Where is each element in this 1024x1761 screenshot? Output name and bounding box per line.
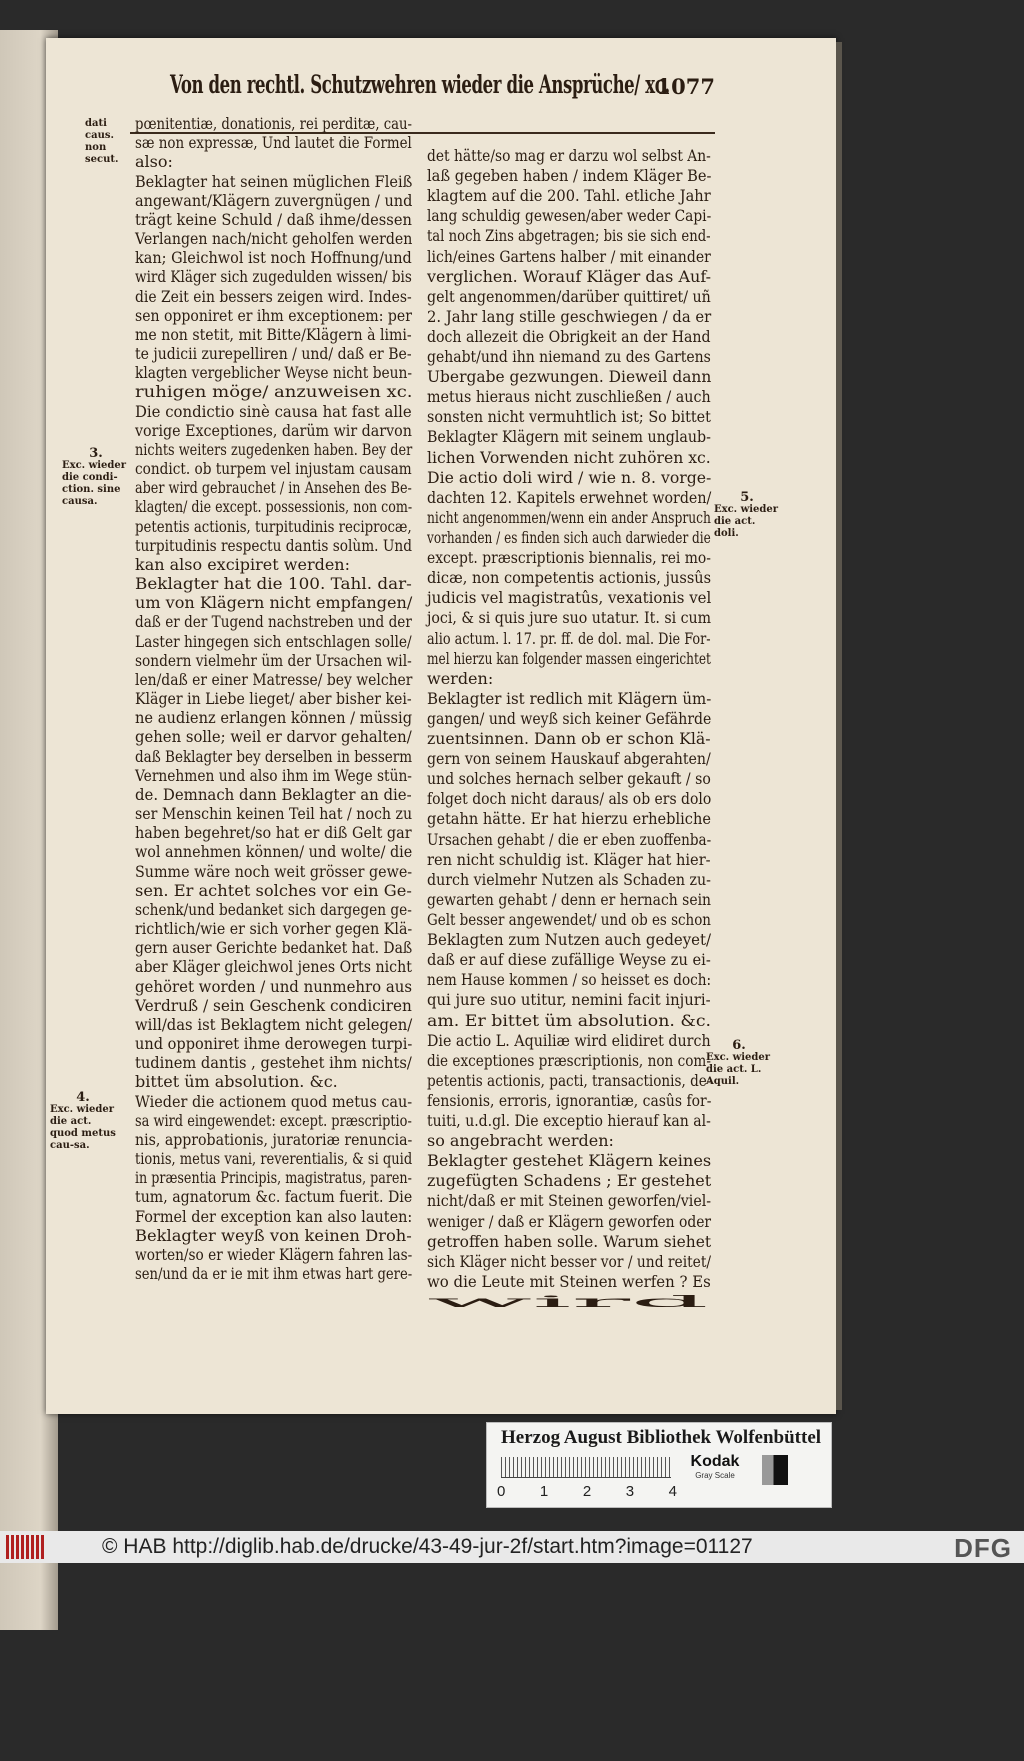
text-line: sich Kläger nicht besser vor / und reitet/ <box>427 1251 712 1271</box>
text-line: sonsten nicht vermuhtlich ist; So bittet <box>427 407 711 427</box>
text-line: Verlangen nach/nicht geholfen werden <box>135 229 413 248</box>
kodak-label <box>683 1453 747 1491</box>
header-title: Von den rechtl. Schutzwehren wieder die Ansprüche/ xc. <box>170 70 670 99</box>
scale-labels <box>497 1483 677 1500</box>
text-line: joci, & si quis jure suo utatur. It. si cum <box>427 608 712 628</box>
text-line: um von Klägern nicht empfangen/ <box>135 593 413 613</box>
text-line: Beklagter hat die 100. Tahl. dar- <box>135 574 412 593</box>
text-line: nicht/daß er mit Steinen geworfen/viel- <box>427 1191 712 1211</box>
margin-note-6 <box>706 1040 772 1088</box>
text-line: tum, agnatorum &c. factum fuerit. Die <box>135 1187 413 1207</box>
text-line: lich/eines Gartens halber / mit einander <box>427 246 711 266</box>
text-line: lichen Vorwenden nicht zuhören xc. <box>427 447 711 467</box>
gray-swatch <box>762 1455 788 1485</box>
ruler-scale <box>501 1457 671 1478</box>
text-line: und opponiret ihme derowegen turpi- <box>135 1034 413 1053</box>
scale-label: 3 <box>625 1483 635 1500</box>
text-line: tuiti, u.d.gl. Die exceptio hierauf kan al- <box>427 1111 711 1131</box>
text-line: durch vielmehr Nutzen als Schaden zu- <box>427 869 711 889</box>
kodak-brand: Kodak <box>690 1453 740 1470</box>
text-line: klagten vergeblicher Weyse nicht beun- <box>135 363 413 383</box>
text-line: gewarten gehabt / denn er hernach sein <box>427 889 711 909</box>
text-line: ne audienz erlangen können / müssig <box>135 708 413 728</box>
scale-label: 1 <box>539 1483 549 1500</box>
text-line: Beklagter gestehet Klägern keines <box>427 1151 712 1171</box>
text-line: gehen solle; weil er darvor gehalten/ <box>135 727 412 747</box>
text-line: me non stetit, mit Bitte/Klägern à limi- <box>135 324 412 344</box>
margin-note-5 <box>714 492 780 540</box>
text-line: kan; Gleichwol ist noch Hoffnung/und <box>135 248 412 268</box>
text-line: verglichen. Worauf Kläger das Auf- <box>427 266 712 286</box>
text-line: gern auser Gerichte bedanket hat. Daß <box>135 938 413 958</box>
margin-note-number: 4. <box>76 1090 90 1105</box>
margin-note-text: Exc. wieder die act. doli. <box>714 504 779 539</box>
text-line: Vernehmen und also ihm im Wege stün- <box>135 765 412 785</box>
dfg-logo: DFG <box>954 1533 1012 1563</box>
margin-note-number: 3. <box>89 446 103 461</box>
text-line: petentis actionis, turpitudinis reciprocæ, <box>135 516 412 536</box>
text-line: und solches hernach selber gekauft / so <box>427 769 711 789</box>
text-line: Beklagter weyß von keinen Droh- <box>135 1225 412 1245</box>
text-line: Beklagter hat seinen müglichen Fleiß <box>135 171 413 191</box>
text-line: ruhigen möge/ anzuweisen xc. <box>135 382 413 402</box>
text-line: nem Hause kommen / so heisset es doch: <box>427 970 712 990</box>
text-line: daß Beklagter bey derselben in besserm <box>135 746 413 766</box>
text-line: aber Kläger gleichwol jenes Orts nicht <box>135 957 412 977</box>
text-line: kan also excipiret werden: <box>135 554 350 574</box>
text-line: wird Kläger sich zugedulden wissen/ bis <box>135 267 412 287</box>
text-line: 2. Jahr lang stille geschwiegen / da er <box>427 306 712 326</box>
scale-label: 4 <box>668 1483 677 1500</box>
text-line: getahn hätte. Er hat hierzu erhebliche <box>427 809 711 829</box>
text-line: gehöret worden / und nunmehro aus <box>135 976 413 996</box>
text-line: haben begehret/so hat er diß Gelt gar <box>135 823 412 843</box>
card-title: Herzog August Bibliothek Wolfenbüttel <box>501 1427 822 1448</box>
text-line: except. præscriptionis biennalis, rei mo- <box>427 548 711 568</box>
text-line: weniger / daß er Klägern geworfen oder <box>427 1211 712 1231</box>
text-line: Ubergabe gezwungen. Dieweil dann <box>427 367 712 387</box>
margin-note-text: Exc. wieder die act. L. Aquil. <box>706 1052 771 1087</box>
text-line: schenk/und bedanket sich dargegen ge- <box>135 899 412 919</box>
text-line: nichts weiters zugedenken haben. Bey der <box>135 439 413 459</box>
text-line: Summe wäre noch weit grösser gewe- <box>135 861 413 881</box>
text-line: Beklagten zum Nutzen auch gedeyet/ <box>427 930 712 950</box>
text-line: gangen/ und weyß sich keiner Gefährde <box>427 708 712 728</box>
text-line: will/das ist Beklagtem nicht gelegen/ <box>135 1014 413 1034</box>
margin-note-number: 5. <box>740 490 754 505</box>
text-line: lang schuldig gewesen/aber weder Capi- <box>427 206 712 226</box>
text-line: fensionis, erroris, ignorantiæ, casûs for- <box>427 1090 712 1110</box>
margin-note-number: 6. <box>732 1038 746 1053</box>
text-line: die Zeit ein bessers zeigen wird. Indes- <box>135 286 412 306</box>
hab-logo-icon <box>6 1535 44 1559</box>
text-line: Die actio L. Aquiliæ wird elidiret durch <box>427 1030 711 1050</box>
text-line: Beklagter ist redlich mit Klägern üm- <box>427 688 712 708</box>
text-line: so angebracht werden: <box>427 1131 614 1151</box>
text-line: trägt keine Schuld / daß ihme/dessen <box>135 209 412 229</box>
text-line: dachten 12. Kapitels erwehnet worden/ <box>427 487 712 507</box>
text-line: petentis actionis, pacti, transactionis, de- <box>427 1070 712 1090</box>
text-line: folget doch nicht daraus/ als ob ers dolo <box>427 789 712 809</box>
text-line: alio actum. l. 17. pr. ff. de dol. mal. Die For- <box>427 628 711 648</box>
text-line: zugefügten Schadens ; Er gestehet <box>427 1171 712 1191</box>
text-line: klagtem auf die 200. Tahl. etliche Jahr <box>427 186 711 206</box>
text-line: wo die Leute mit Steinen werfen ? Es <box>427 1271 711 1291</box>
running-header <box>125 70 715 100</box>
scale-label: 0 <box>497 1483 506 1500</box>
text-line: laß gegeben haben / indem Kläger Be- <box>427 166 712 186</box>
text-line: dicæ, non competentis actionis, jussûs <box>427 568 712 588</box>
margin-note-text: Exc. wieder die condi-ction. sine causa. <box>62 460 127 507</box>
text-line: am. Er bittet üm absolution. &c. <box>427 1010 712 1030</box>
text-line: wol annehmen können/ und wolte/ die <box>135 842 413 862</box>
text-line: gelt angenommen/darüber quittiret/ uñ <box>427 286 711 306</box>
text-line: daß er auf diese zufällige Weyse zu ei- <box>427 950 711 970</box>
text-line: nis, approbationis, juratoriæ renuncia- <box>135 1129 413 1149</box>
margin-note-dati: dati caus. non secut. <box>85 118 119 165</box>
text-line: doch allezeit die Obrigkeit an der Hand <box>427 326 711 346</box>
text-line: nicht angenommen/wenn ein ander Anspruch <box>427 507 711 527</box>
text-line: klagten/ die except. possessionis, non com- <box>135 497 413 517</box>
page-number: 1077 <box>656 74 715 99</box>
footer-bar <box>0 1531 1024 1563</box>
text-line: vorige Exceptiones, darüm wir darvon <box>135 420 412 440</box>
text-line: sen/und da er ie mit ihm etwas hart gere- <box>135 1264 413 1283</box>
text-line: det hätte/so mag er darzu wol selbst An- <box>427 146 711 165</box>
text-line: worten/so er wieder Klägern fahren las- <box>135 1244 413 1264</box>
text-line: Verdruß / sein Geschenk condiciren <box>135 995 412 1015</box>
text-line: sæ non expressæ, Und lautet die Formel <box>135 133 412 153</box>
scale-label: 2 <box>582 1483 592 1500</box>
text-line: daß er der Tugend nachstreben und der <box>135 612 412 632</box>
text-line: sen opponiret er ihm exceptionem: per <box>135 305 412 325</box>
text-line: de. Demnach dann Beklagter an die- <box>135 784 412 804</box>
text-line: metus hieraus nicht zuschließen / auch <box>427 387 711 407</box>
text-line: mel hierzu kan folgender massen eingerichtet <box>427 648 711 668</box>
text-line: pœnitentiæ, donationis, rei perditæ, cau- <box>135 114 413 133</box>
text-line: sen. Er achtet solches vor ein Ge- <box>135 880 412 900</box>
text-line: ren nicht schuldig ist. Kläger hat hier- <box>427 849 711 869</box>
text-line: getroffen haben solle. Warum siehet <box>427 1231 712 1251</box>
color-calibration-card <box>486 1422 832 1508</box>
footer-copyright-link[interactable]: © HAB http://diglib.hab.de/drucke/43-49-jur-2f/start.htm?image=01127 <box>102 1535 753 1558</box>
text-line: wird <box>427 1292 709 1311</box>
page-edge <box>836 42 842 1410</box>
text-line: bittet üm absolution. &c. <box>135 1072 338 1092</box>
text-line: die exceptiones præscriptionis, non com- <box>427 1050 711 1070</box>
text-line: gehabt/und ihn niemand zu des Gartens <box>427 347 711 367</box>
margin-note-text: Exc. wieder die act. quod metus cau-sa. <box>50 1104 116 1151</box>
text-line: Wieder die actionem quod metus cau- <box>135 1091 413 1111</box>
text-line: Die actio doli wird / wie n. 8. vorge- <box>427 467 712 487</box>
margin-note-4 <box>50 1092 116 1152</box>
text-line: Beklagter Klägern mit seinem unglaub- <box>427 427 711 447</box>
text-line: judicis vel magistratûs, vexationis vel <box>427 588 712 608</box>
text-line: gern von seinem Hauskauf abgerahten/ <box>427 749 711 769</box>
text-line: werden: <box>427 668 494 688</box>
text-line: condict. ob turpem vel injustam causam <box>135 459 412 478</box>
text-line: in præsentia Principis, magistratus, paren- <box>135 1168 412 1188</box>
text-line: turpitudinis respectu dantis solùm. Und <box>135 535 412 555</box>
text-line: aber wird gebrauchet / in Ansehen des Be- <box>135 478 412 498</box>
text-line: Die condictio sinè causa hat fast alle <box>135 401 412 421</box>
text-line: sondern vielmehr üm der Ursachen wil- <box>135 650 412 670</box>
text-line: also: <box>135 152 173 172</box>
text-line: zuentsinnen. Dann ob er schon Klä- <box>427 729 711 749</box>
text-line: Ursachen gehabt / die er eben zuoffenba- <box>427 829 712 849</box>
kodak-subtitle: Gray Scale <box>695 1471 735 1480</box>
text-line: sa wird eingewendet: except. præscriptio- <box>135 1110 412 1130</box>
text-line: tal noch Zins abgetragen; bis sie sich end- <box>427 226 711 246</box>
text-line: tudinem dantis , gestehet ihm nichts/ <box>135 1053 412 1073</box>
text-line: angewant/Klägern zuvergnügen / und <box>135 190 413 210</box>
text-line: Gelt besser angewendet/ und ob es schon <box>427 910 711 929</box>
text-line: Formel der exception kan also lauten: <box>135 1206 413 1226</box>
text-line: ser Menschin keinen Teil hat / noch zu <box>135 804 413 823</box>
text-line: qui jure suo utitur, nemini facit injuri- <box>427 990 711 1010</box>
text-line: tionis, metus vani, reverentialis, & si quid <box>135 1149 413 1168</box>
text-line: Laster hingegen sich entschlagen solle/ <box>135 631 412 651</box>
text-line: te judicii zurepelliren / und/ daß er Be- <box>135 344 412 363</box>
text-line: len/daß er einer Matresse/ bey welcher <box>135 669 413 689</box>
text-line: Kläger in Liebe lieget/ aber bisher kei- <box>135 689 412 708</box>
text-line: richtlich/wie er sich vorher gegen Klä- <box>135 919 413 938</box>
margin-note-3 <box>62 448 130 508</box>
text-line: vorhanden / es finden sich auch darwieder die <box>427 528 711 547</box>
